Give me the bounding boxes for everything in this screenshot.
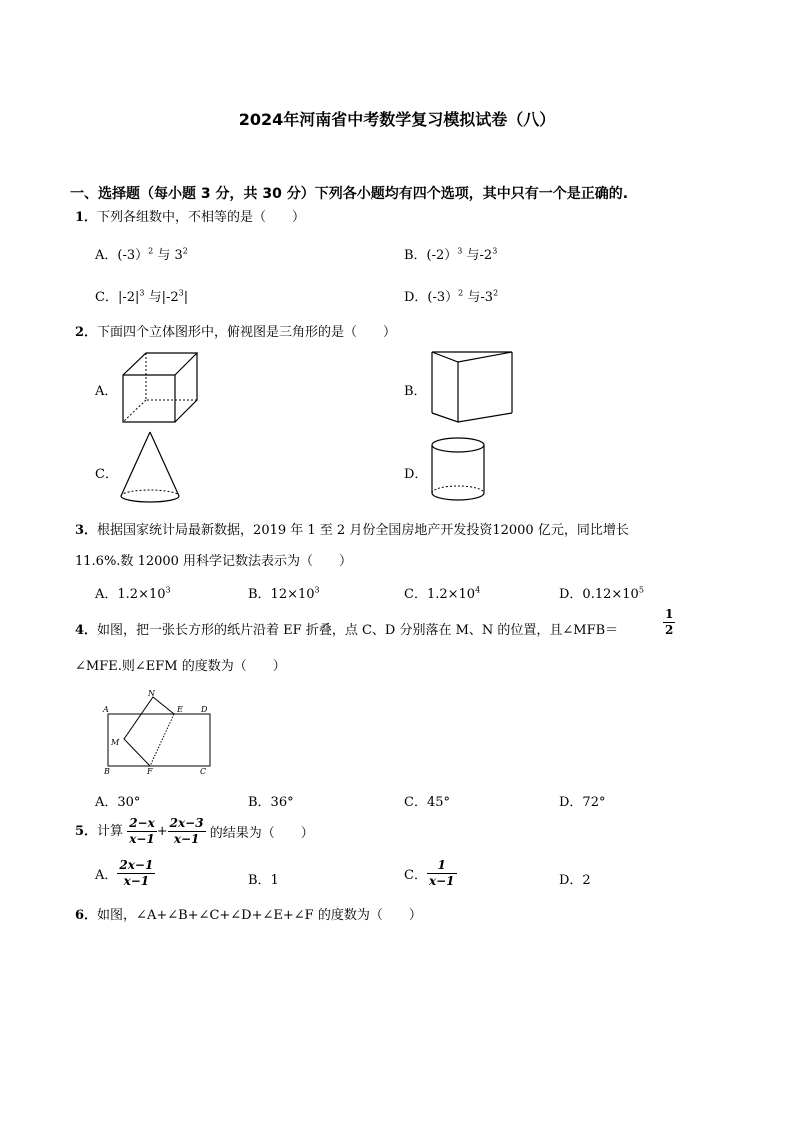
q1-option-b[interactable]: B．(-2）$^3$ 与$-2^3$ — [404, 246, 498, 263]
label-M: M — [111, 738, 120, 747]
q2-option-a[interactable]: A． — [95, 384, 118, 399]
triangular-prism-figure — [430, 350, 516, 424]
q5-option-d[interactable]: D．2 — [559, 873, 591, 888]
q4-option-b[interactable]: B．36° — [248, 795, 294, 810]
q5-option-b[interactable]: B．1 — [248, 873, 279, 888]
question-6 — [75, 904, 422, 923]
question-number: 6． — [75, 908, 98, 923]
label-F: F — [147, 767, 153, 776]
q1-option-a[interactable]: A．(-3）$^2$ 与 $3^2$ — [95, 246, 188, 263]
question-number: 1． — [75, 210, 98, 225]
fraction-2: $\frac{2x-3}{x-1}$ — [169, 816, 204, 846]
label-E: E — [177, 705, 183, 714]
question-text: 下列各组数中，不相等的是（ ） — [97, 210, 306, 225]
question-text: 如图，把一张长方形的纸片沿着 EF 折叠，点 C、D 分别落在 M、N 的位置，且∠MFB＝ — [97, 623, 619, 638]
q3-option-d[interactable]: D．$0.12\times 10^5$ — [559, 585, 644, 602]
q2-option-c[interactable]: C． — [95, 467, 118, 482]
question-3-line-2: 11.6%.数 12000 用科学记数法表示为（ ） — [75, 554, 353, 569]
page-title: 2024年河南省中考数学复习模拟试卷（八） — [238, 110, 556, 129]
label-N: N — [148, 689, 155, 698]
cone-figure — [118, 430, 184, 504]
q4-option-a[interactable]: A．30° — [95, 795, 141, 810]
cube-figure — [120, 350, 200, 426]
q1-option-d[interactable]: D．(-3）$^2$ 与$-3^2$ — [404, 288, 499, 305]
question-2 — [75, 321, 396, 340]
q3-option-c[interactable]: C．$1.2\times 10^4$ — [404, 585, 481, 602]
q5-option-c[interactable]: C． $\frac{1}{x-1}$ — [404, 858, 455, 888]
q3-option-b[interactable]: B．$12\times 10^3$ — [248, 585, 320, 602]
label-C: C — [200, 767, 207, 776]
q1-option-c[interactable]: C．$|-2|^3$ 与$|-2^3|$ — [95, 288, 189, 305]
q5-option-a[interactable]: A． $\frac{2x-1}{x-1}$ — [95, 858, 154, 888]
fraction-one-half: $\frac{1}{2}$ — [665, 607, 674, 637]
question-number: 4． — [75, 623, 98, 638]
q4-option-c[interactable]: C．45° — [404, 795, 450, 810]
q4-option-d[interactable]: D．72° — [559, 795, 606, 810]
question-text: 根据国家统计局最新数据，2019 年 1 至 2 月份全国房地产开发投资12000 亿元，同比增长 — [97, 523, 629, 538]
q2-option-b[interactable]: B． — [404, 384, 427, 399]
section-heading: 一、选择题（每小题 3 分，共 30 分）下列各小题均有四个选项，其中只有一个是正确的. — [70, 186, 629, 202]
cylinder-figure — [430, 436, 488, 506]
folded-rectangle-figure — [100, 688, 220, 780]
q3-option-a[interactable]: A．$1.2\times 10^3$ — [95, 585, 171, 602]
label-A: A — [103, 705, 109, 714]
question-number: 2． — [75, 325, 98, 340]
question-number: 3． — [75, 523, 98, 538]
question-3-line-1 — [75, 519, 629, 538]
question-4-line-2: ∠MFE.则∠EFM 的度数为（ ） — [75, 659, 286, 674]
question-text: 下面四个立体图形中，俯视图是三角形的是（ ） — [97, 325, 397, 340]
fraction-1: $\frac{2-x}{x-1}$ — [129, 816, 155, 846]
question-number: 5． — [75, 824, 98, 839]
label-B: B — [104, 767, 110, 776]
question-4-line-1 — [75, 619, 618, 638]
q2-option-d[interactable]: D． — [404, 467, 428, 482]
question-text: 如图，∠A+∠B+∠C+∠D+∠E+∠F 的度数为（ ） — [97, 908, 422, 923]
label-D: D — [201, 705, 208, 714]
question-1 — [75, 206, 305, 225]
question-5: 5．计算 $\frac{2-x}{x-1}$ + $\frac{2x-3}{x-1}$ 的结果为（ ） — [75, 816, 314, 846]
